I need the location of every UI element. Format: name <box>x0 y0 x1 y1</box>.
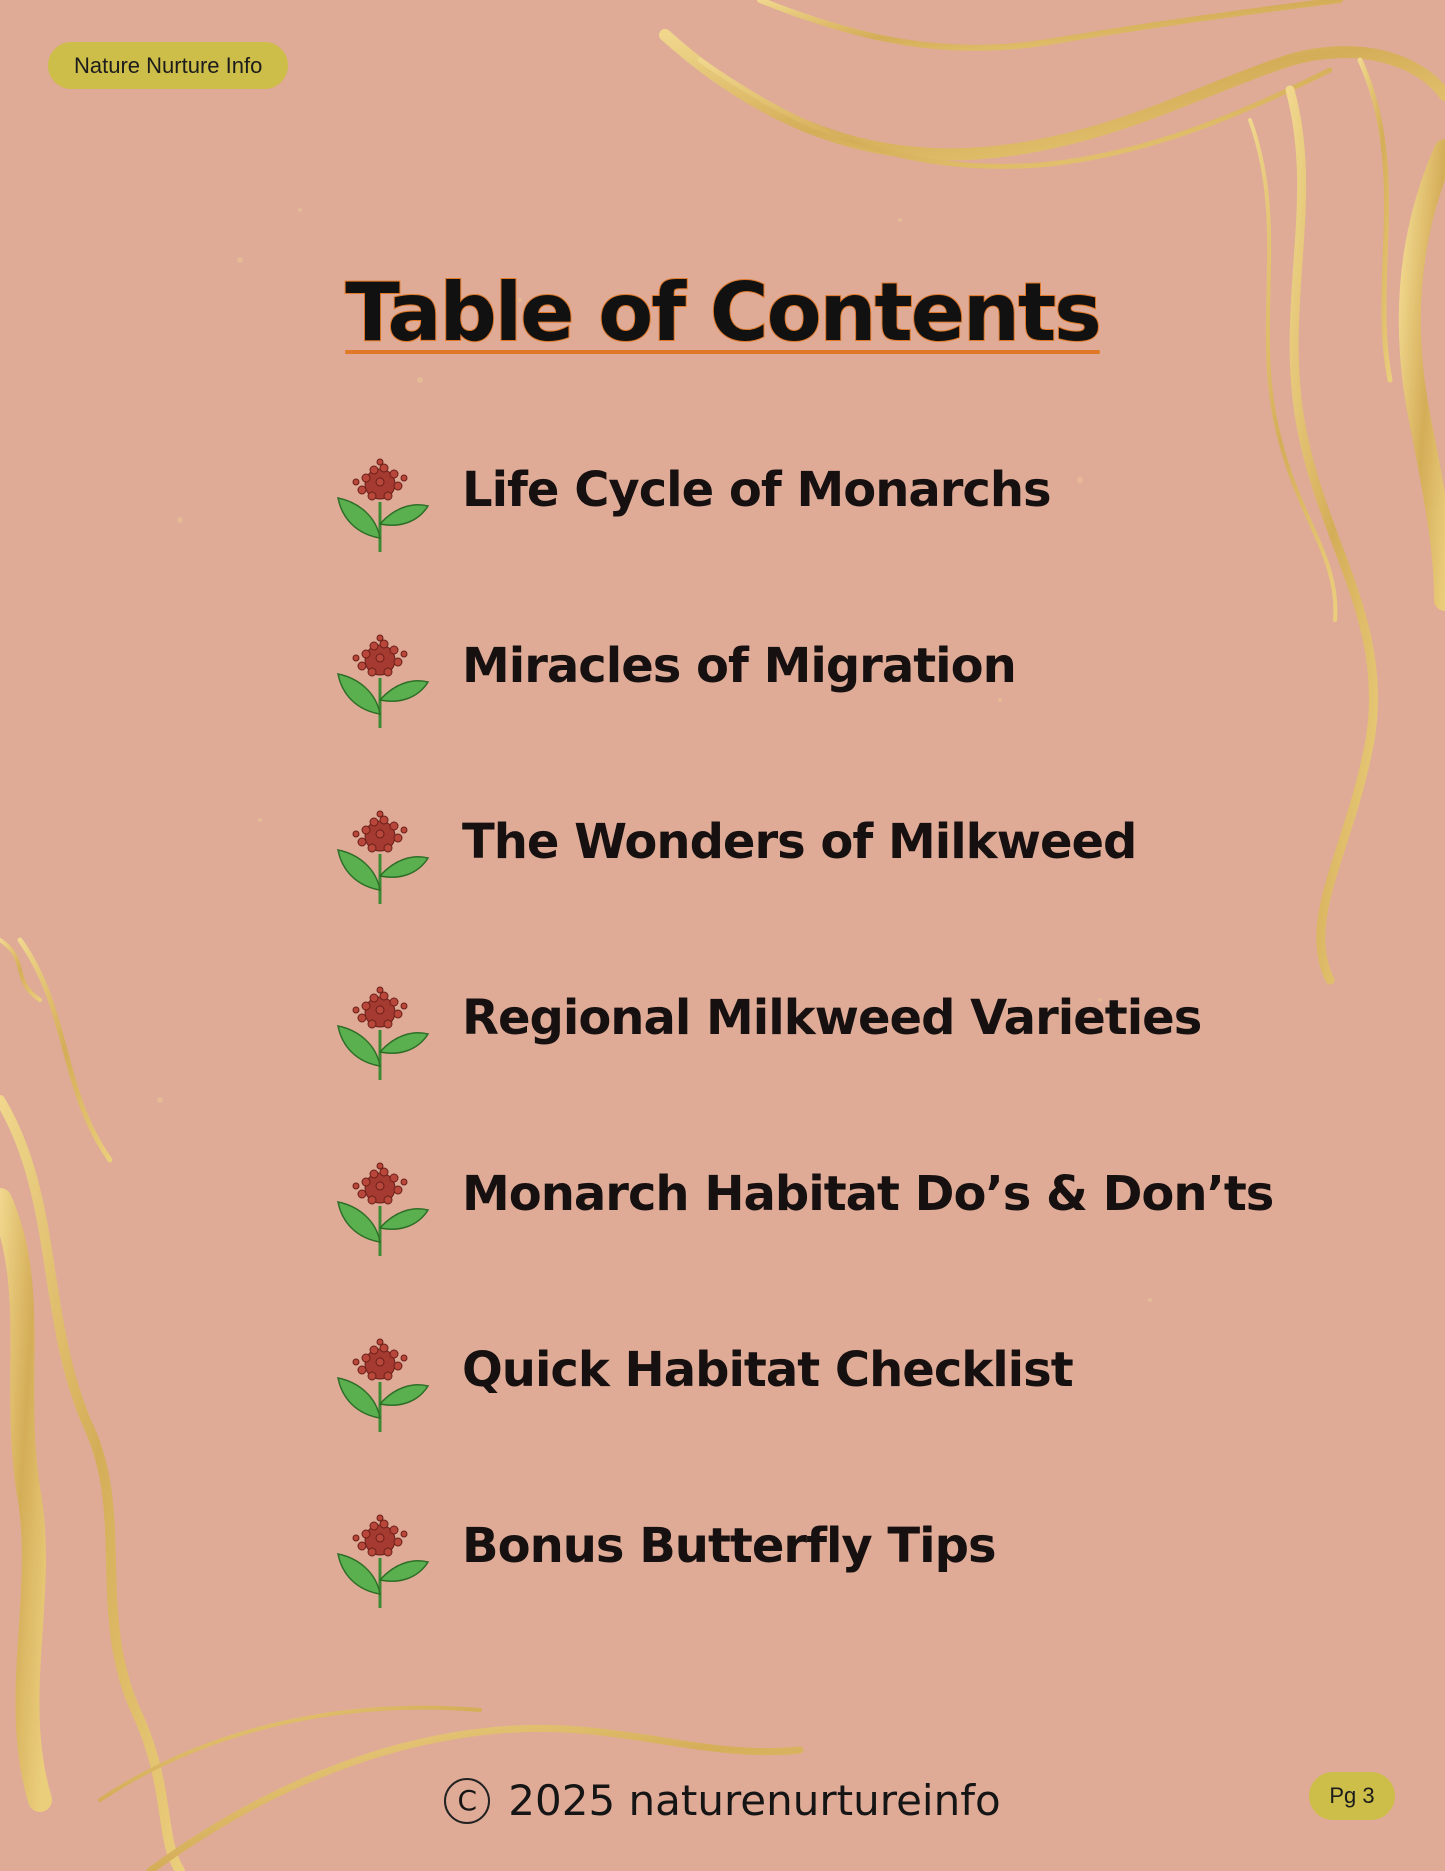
page-title: Table of Contents <box>345 266 1100 359</box>
milkweed-flower-icon <box>336 1338 432 1434</box>
toc-item[interactable] <box>336 458 1273 634</box>
toc-item[interactable] <box>336 634 1273 810</box>
milkweed-flower-icon <box>336 1162 432 1258</box>
milkweed-flower-icon <box>336 1514 432 1610</box>
milkweed-flower-icon <box>336 458 432 554</box>
toc-item[interactable] <box>336 1514 1273 1690</box>
brand-badge: Nature Nurture Info <box>48 42 288 89</box>
toc-item-label: Miracles of Migration <box>462 638 1016 694</box>
copyright-icon: C <box>444 1778 490 1824</box>
milkweed-flower-icon <box>336 634 432 730</box>
toc-list <box>336 458 1273 1690</box>
toc-item-label: Life Cycle of Monarchs <box>462 462 1051 518</box>
toc-item-label: Regional Milkweed Varieties <box>462 990 1202 1046</box>
footer-text: 2025 naturenurtureinfo <box>508 1776 1001 1825</box>
footer-copyright <box>0 1776 1445 1825</box>
milkweed-flower-icon <box>336 986 432 1082</box>
toc-item-label: Bonus Butterfly Tips <box>462 1518 996 1574</box>
toc-item[interactable] <box>336 1338 1273 1514</box>
milkweed-flower-icon <box>336 810 432 906</box>
page-number-badge: Pg 3 <box>1309 1772 1395 1820</box>
toc-item[interactable] <box>336 1162 1273 1338</box>
toc-item-label: Monarch Habitat Do’s & Don’ts <box>462 1166 1274 1222</box>
toc-item-label: The Wonders of Milkweed <box>462 814 1137 870</box>
toc-item[interactable] <box>336 810 1273 986</box>
toc-item-label: Quick Habitat Checklist <box>462 1342 1073 1398</box>
toc-item[interactable] <box>336 986 1273 1162</box>
